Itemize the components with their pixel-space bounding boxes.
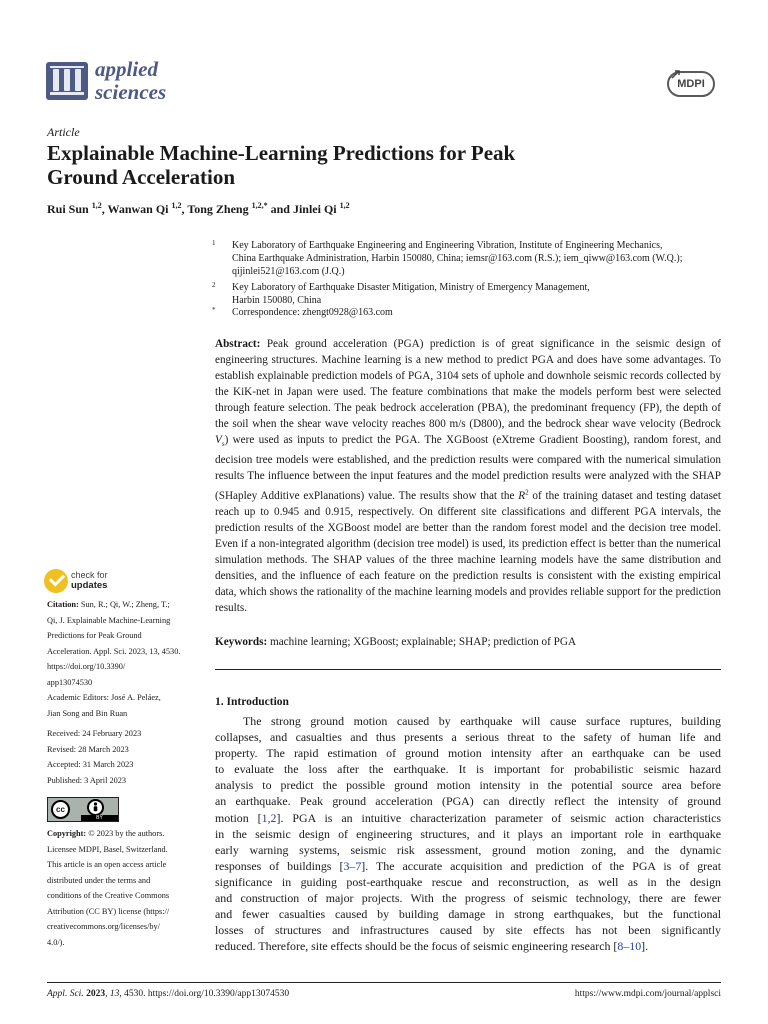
intro-line: early warning systems, seismic risk assessment, ground motion zoning, and the dynamic bbox=[215, 842, 721, 857]
check-line-2: updates bbox=[71, 580, 108, 591]
section-heading: 1. Introduction bbox=[215, 696, 289, 708]
citation-line: https://doi.org/10.3390/ bbox=[47, 662, 126, 671]
citation-line: Citation: Sun, R.; Qi, W.; Zheng, T.; bbox=[47, 600, 170, 609]
keywords bbox=[215, 634, 721, 650]
footer-doi[interactable]: , 4530. https://doi.org/10.3390/app13074530 bbox=[119, 989, 290, 999]
cc-by-license-badge[interactable] bbox=[47, 797, 119, 822]
intro-line: analysis to predict the possible ground motion intensity in the potential source area before bbox=[215, 778, 721, 793]
footer-citation: Appl. Sci. 2023, 13, 4530. https://doi.org/10.3390/app13074530 bbox=[47, 989, 290, 999]
publisher-name: MDPI bbox=[677, 78, 705, 90]
author-name[interactable]: Jinlei Qi bbox=[292, 202, 337, 216]
citation-line: Qi, J. Explainable Machine-Learning bbox=[47, 615, 171, 625]
citation-ref[interactable]: 1,2 bbox=[261, 810, 277, 825]
mdpi-logo[interactable] bbox=[667, 71, 715, 97]
copyright-line: Licensee MDPI, Basel, Switzerland. bbox=[47, 844, 168, 854]
intro-line: significance in guiding post-earthquake rescue and reconstruction, as well as in the design bbox=[215, 874, 721, 889]
affiliation-line: qijinlei521@163.com (J.Q.) bbox=[232, 266, 345, 277]
date-line: Received: 24 February 2023 bbox=[47, 729, 142, 738]
footer-journal-url[interactable]: https://www.mdpi.com/journal/applsci bbox=[574, 989, 721, 999]
intro-line: in the seismic design of engineering structures, and it plays an important role in earthquake bbox=[215, 826, 721, 841]
intro-line: collapses, and casualties and thus presents a serious threat to the safety of human life and bbox=[215, 730, 721, 745]
affiliation-line: Harbin 150080, China bbox=[232, 295, 322, 306]
by-label: BY bbox=[81, 815, 118, 821]
journal-logo-icon bbox=[46, 62, 88, 100]
affiliation-line: China Earthquake Administration, Harbin 150080, China; iemsr@163.com (R.S.); iem_qiww@163.com (W.Q.); bbox=[232, 253, 683, 264]
journal-name-line1: applied bbox=[95, 57, 158, 81]
intro-line: losses of structures and infrastructures caused by site effects has not been significantly bbox=[215, 923, 721, 938]
footer-divider bbox=[47, 982, 721, 983]
citation-block bbox=[47, 597, 199, 690]
abstract bbox=[215, 336, 721, 616]
copyright-line: This article is an open access article bbox=[47, 860, 167, 869]
date-line: Accepted: 31 March 2023 bbox=[47, 760, 134, 769]
copyright-notice bbox=[47, 826, 199, 950]
check-line-1: check for bbox=[71, 570, 108, 580]
affiliation-line: Key Laboratory of Earthquake Disaster Mitigation, Ministry of Emergency Management, bbox=[232, 282, 590, 293]
copyright-line: Copyright: © 2023 by the authors. bbox=[47, 829, 165, 838]
footer-year: 2023 bbox=[86, 989, 106, 999]
author-name[interactable]: Tong Zheng bbox=[187, 202, 249, 216]
copyright-line: conditions of the Creative Commons bbox=[47, 891, 170, 900]
affiliation-text bbox=[232, 306, 732, 319]
affiliation-text bbox=[232, 281, 732, 307]
check-for-updates-button[interactable] bbox=[44, 569, 114, 593]
intro-line: an earthquake. Peak ground acceleration (PGA) can directly reflect the intensity of ground bbox=[215, 794, 721, 809]
citation-ref[interactable]: 3–7 bbox=[343, 858, 362, 873]
author-name[interactable]: Rui Sun bbox=[47, 202, 89, 216]
copyright-line: Attribution (CC BY) license (https:// bbox=[47, 906, 170, 916]
footer-volume: 13 bbox=[109, 989, 120, 999]
intro-line: to evaluate the loss after the earthquake. It is important for probabilistic seismic hazard bbox=[215, 762, 721, 777]
editors-line: Academic Editors: José A. Peláez, bbox=[47, 693, 161, 702]
journal-name-line2: sciences bbox=[95, 80, 167, 104]
title-line-1: Explainable Machine-Learning Predictions for Peak bbox=[47, 141, 516, 165]
by-person-icon bbox=[87, 799, 104, 816]
author-affiliation: 1,2 bbox=[171, 201, 182, 210]
keywords-label: Keywords: bbox=[215, 636, 268, 648]
keywords-text: machine learning; XGBoost; explainable; SHAP; prediction of PGA bbox=[270, 636, 577, 648]
editors-line: Jian Song and Bin Ruan bbox=[47, 708, 128, 718]
mdpi-arrow-icon bbox=[671, 69, 681, 79]
intro-line: property. The rapid estimation of ground motion intensity after an earthquake can be used bbox=[215, 746, 721, 761]
intro-line: and construction of major projects. With the progress of seismic technology, there are fewer bbox=[215, 891, 721, 906]
copyright-line: creativecommons.org/licenses/by/ bbox=[47, 922, 160, 931]
author-affiliation: 1,2 bbox=[91, 201, 102, 210]
copyright-line: distributed under the terms and bbox=[47, 875, 151, 885]
journal-name[interactable] bbox=[95, 58, 215, 104]
affiliation-number: * bbox=[212, 306, 216, 314]
affiliation-number: 2 bbox=[212, 281, 216, 289]
affiliation-line: Correspondence: zhengt0928@163.com bbox=[232, 307, 393, 318]
author-affiliation: 1,2 bbox=[339, 201, 350, 210]
academic-editors bbox=[47, 690, 199, 721]
intro-line: motion [1,2]. PGA is an intuitive characterization parameter of seismic action characteristics bbox=[215, 810, 721, 825]
intro-line: and fewer casualties caused by building damage in strong earthquakes, but the functional bbox=[215, 907, 721, 922]
keywords-divider bbox=[215, 669, 721, 670]
intro-line: reduced. Therefore, site effects should be the focus of seismic engineering research [8–10]. bbox=[215, 939, 649, 954]
author-affiliation: 1,2,* bbox=[251, 201, 268, 210]
article-title bbox=[47, 141, 687, 189]
abstract-text: Peak ground acceleration (PGA) prediction is of great significance in the seismic design of engineering structures. Machine learning is a new method to predict PGA and does have some advantages. To establish explainable prediction models of PGA, 3104 sets of uphole and downhole seismic records collected by the KiK-net in Japan were used. The feature combinations that make the models perform best were selected through feature selection. The peak bedrock acceleration (PBA), the predominant frequency (FP), the depth of the soil when the shear wave velocity reaches 800 m/s (D800), and the bedrock shear wave velocity (Bedrock $V_s$) were used as inputs to predict the PGA. The XGBoost (eXtreme Gradient Boosting), random forest, and decision tree models were established, and the prediction results were compared with the numerical simulation results The influence between the input features and the model prediction results were analyzed with the SHAP (SHapley Additive exPlanations) value. The results show that the $R^2$ of the training dataset and testing dataset reach up to 0.945 and 0.915, respectively. On different site classifications and different PGA intervals, the prediction results of the XGBoost model are better than the random forest model and the decision tree model. Even if a non-integrated algorithm (decision tree model) is used, its prediction effect is better than the numerical simulation methods. The SHAP values of the three machine learning models have the same distribution and densities, and the influence of each feature on the prediction results is consistent with the existing empirical data, which shows the rationality of the machine learning models and provides reliable support for the prediction results. bbox=[215, 338, 722, 614]
citation-ref[interactable]: 8–10 bbox=[617, 939, 642, 954]
citation-line: app13074530 bbox=[47, 677, 93, 687]
intro-paragraph bbox=[215, 713, 721, 954]
publication-dates bbox=[47, 726, 199, 788]
citation-line: Predictions for Peak Ground bbox=[47, 631, 142, 640]
intro-line: The strong ground motion caused by earthquake will cause surface ruptures, building bbox=[243, 714, 721, 728]
citation-line: Acceleration. Appl. Sci. 2023, 13, 4530. bbox=[47, 646, 181, 656]
affiliation-number: 1 bbox=[212, 239, 216, 247]
affiliation-line: Key Laboratory of Earthquake Engineering and Engineering Vibration, Institute of Engineering Mechanics, bbox=[232, 240, 663, 251]
checkmark-icon bbox=[44, 569, 68, 593]
copyright-line: 4.0/). bbox=[47, 937, 65, 947]
abstract-label: Abstract: bbox=[215, 338, 261, 350]
title-line-2: Ground Acceleration bbox=[47, 165, 236, 189]
author-list: Rui Sun $^{1,2}$, Wanwan Qi $^{1,2}$, Tong Zheng $^{1,2,*}$ and Jinlei Qi $^{1,2}$ bbox=[47, 201, 350, 216]
cc-icon: cc bbox=[51, 800, 70, 819]
date-line: Published: 3 April 2023 bbox=[47, 775, 127, 785]
date-line: Revised: 28 March 2023 bbox=[47, 744, 129, 754]
article-type: Article bbox=[47, 125, 80, 139]
affiliation-text bbox=[232, 239, 732, 278]
footer-journal: Appl. Sci. bbox=[47, 989, 84, 999]
author-name[interactable]: Wanwan Qi bbox=[107, 202, 169, 216]
citation-label: Citation: bbox=[47, 600, 79, 609]
copyright-label: Copyright: bbox=[47, 829, 87, 838]
intro-line: responses of buildings [3–7]. The accurate acquisition and prediction of the PGA is of great bbox=[215, 858, 721, 873]
